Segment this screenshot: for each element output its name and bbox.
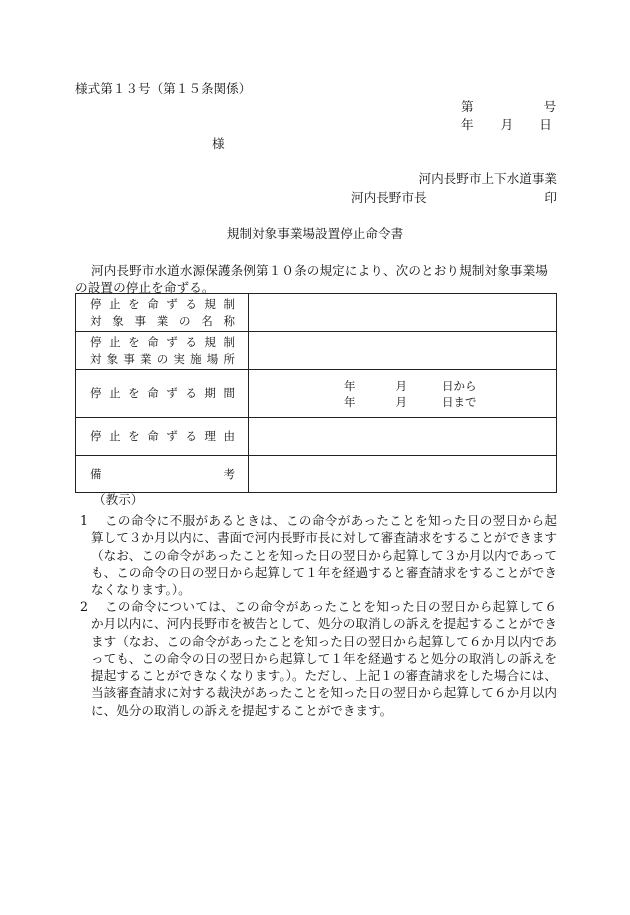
reason-cell[interactable] bbox=[249, 418, 557, 456]
date-day: 日 bbox=[539, 117, 552, 132]
recipient-suffix: 様 bbox=[212, 136, 225, 151]
remarks-cell[interactable] bbox=[249, 456, 557, 493]
notice-item bbox=[75, 512, 557, 598]
period-from-month: 月 bbox=[395, 378, 407, 393]
row-label-project-location bbox=[76, 332, 249, 370]
label-line: 対象事業の実施場所 bbox=[90, 351, 235, 366]
notice-number: 2 bbox=[80, 599, 89, 614]
period-from-year: 年 bbox=[344, 378, 356, 393]
period-from-day: 日から bbox=[442, 378, 477, 393]
table-row bbox=[76, 370, 557, 418]
table-row bbox=[76, 456, 557, 493]
seal-mark: 印 bbox=[544, 190, 557, 205]
row-label-remarks bbox=[76, 456, 249, 493]
table-row bbox=[76, 418, 557, 456]
period-to-year: 年 bbox=[344, 394, 356, 409]
doc-number-suffix: 号 bbox=[543, 99, 557, 114]
table-row bbox=[76, 294, 557, 332]
table-row bbox=[76, 332, 557, 370]
label-line: 停止を命ずる規制 bbox=[90, 334, 235, 349]
form-number: 様式第１３号（第１５条関係） bbox=[75, 81, 252, 96]
notice-number: 1 bbox=[80, 513, 89, 528]
issuer-head bbox=[351, 192, 557, 205]
label-line: 対象事業の名称 bbox=[90, 313, 235, 328]
period-to-month: 月 bbox=[395, 394, 407, 409]
date-year: 年 bbox=[461, 117, 474, 132]
label-line: 停止を命ずる理由 bbox=[90, 429, 235, 443]
document-title: 規制対象事業場設置停止命令書 bbox=[226, 226, 404, 241]
project-name-cell[interactable] bbox=[249, 294, 557, 332]
document-number bbox=[461, 101, 556, 114]
row-label-reason bbox=[76, 418, 249, 456]
notice-text: この命令に不服があるときは、この命令があったことを知った日の翌日から起算して３か月以内に、書面で河内長野市長に対して審査請求をすることができます（なお、この命令があったことを知った日の翌日から起算して３か月以内であっても、この命令の日の翌日から起算して１年を経過すると審査請求をすることができなくなります。）。 bbox=[91, 513, 557, 598]
label-line: 停止を命ずる期間 bbox=[90, 386, 235, 400]
doc-number-prefix: 第 bbox=[461, 99, 474, 114]
row-label-project-name bbox=[76, 294, 249, 332]
row-label-period bbox=[76, 370, 249, 418]
order-details-table bbox=[75, 293, 557, 493]
period-cell[interactable] bbox=[249, 370, 557, 418]
label-line: 備考 bbox=[90, 466, 235, 481]
intro-paragraph: 河内長野市水道水源保護条例第１０条の規定により、次のとおり規制対象事業場の設置の停止を命ずる。 bbox=[75, 263, 548, 295]
document-date bbox=[461, 119, 552, 132]
notice-text: この命令については、この命令があったことを知った日の翌日から起算して６か月以内に、河内長野市を被告として、処分の取消しの訴えを提起することができます（なお、この命令があったことを知った日の翌日から起算して６か月以内であっても、この命令の日の翌日から起算して１年を経過すると処分の取消しの訴えを提起することができなくなります。）。ただし、上記１の審査請求をした場合には、当該審査請求に対する裁決があったことを知った日の翌日から起算して６か月以内に、処分の取消しの訴えを提起することができます。 bbox=[91, 599, 557, 718]
issuer-head-title: 河内長野市長 bbox=[351, 190, 427, 205]
project-location-cell[interactable] bbox=[249, 332, 557, 370]
label-line: 停止を命ずる規制 bbox=[90, 296, 235, 311]
notice-item bbox=[75, 598, 557, 719]
notice-heading: （教示） bbox=[93, 492, 144, 507]
period-to bbox=[249, 394, 556, 410]
date-month: 月 bbox=[500, 117, 514, 132]
issuer-organization: 河内長野市上下水道事業 bbox=[418, 171, 557, 186]
period-from bbox=[249, 378, 556, 394]
period-to-day: 日まで bbox=[442, 394, 477, 409]
